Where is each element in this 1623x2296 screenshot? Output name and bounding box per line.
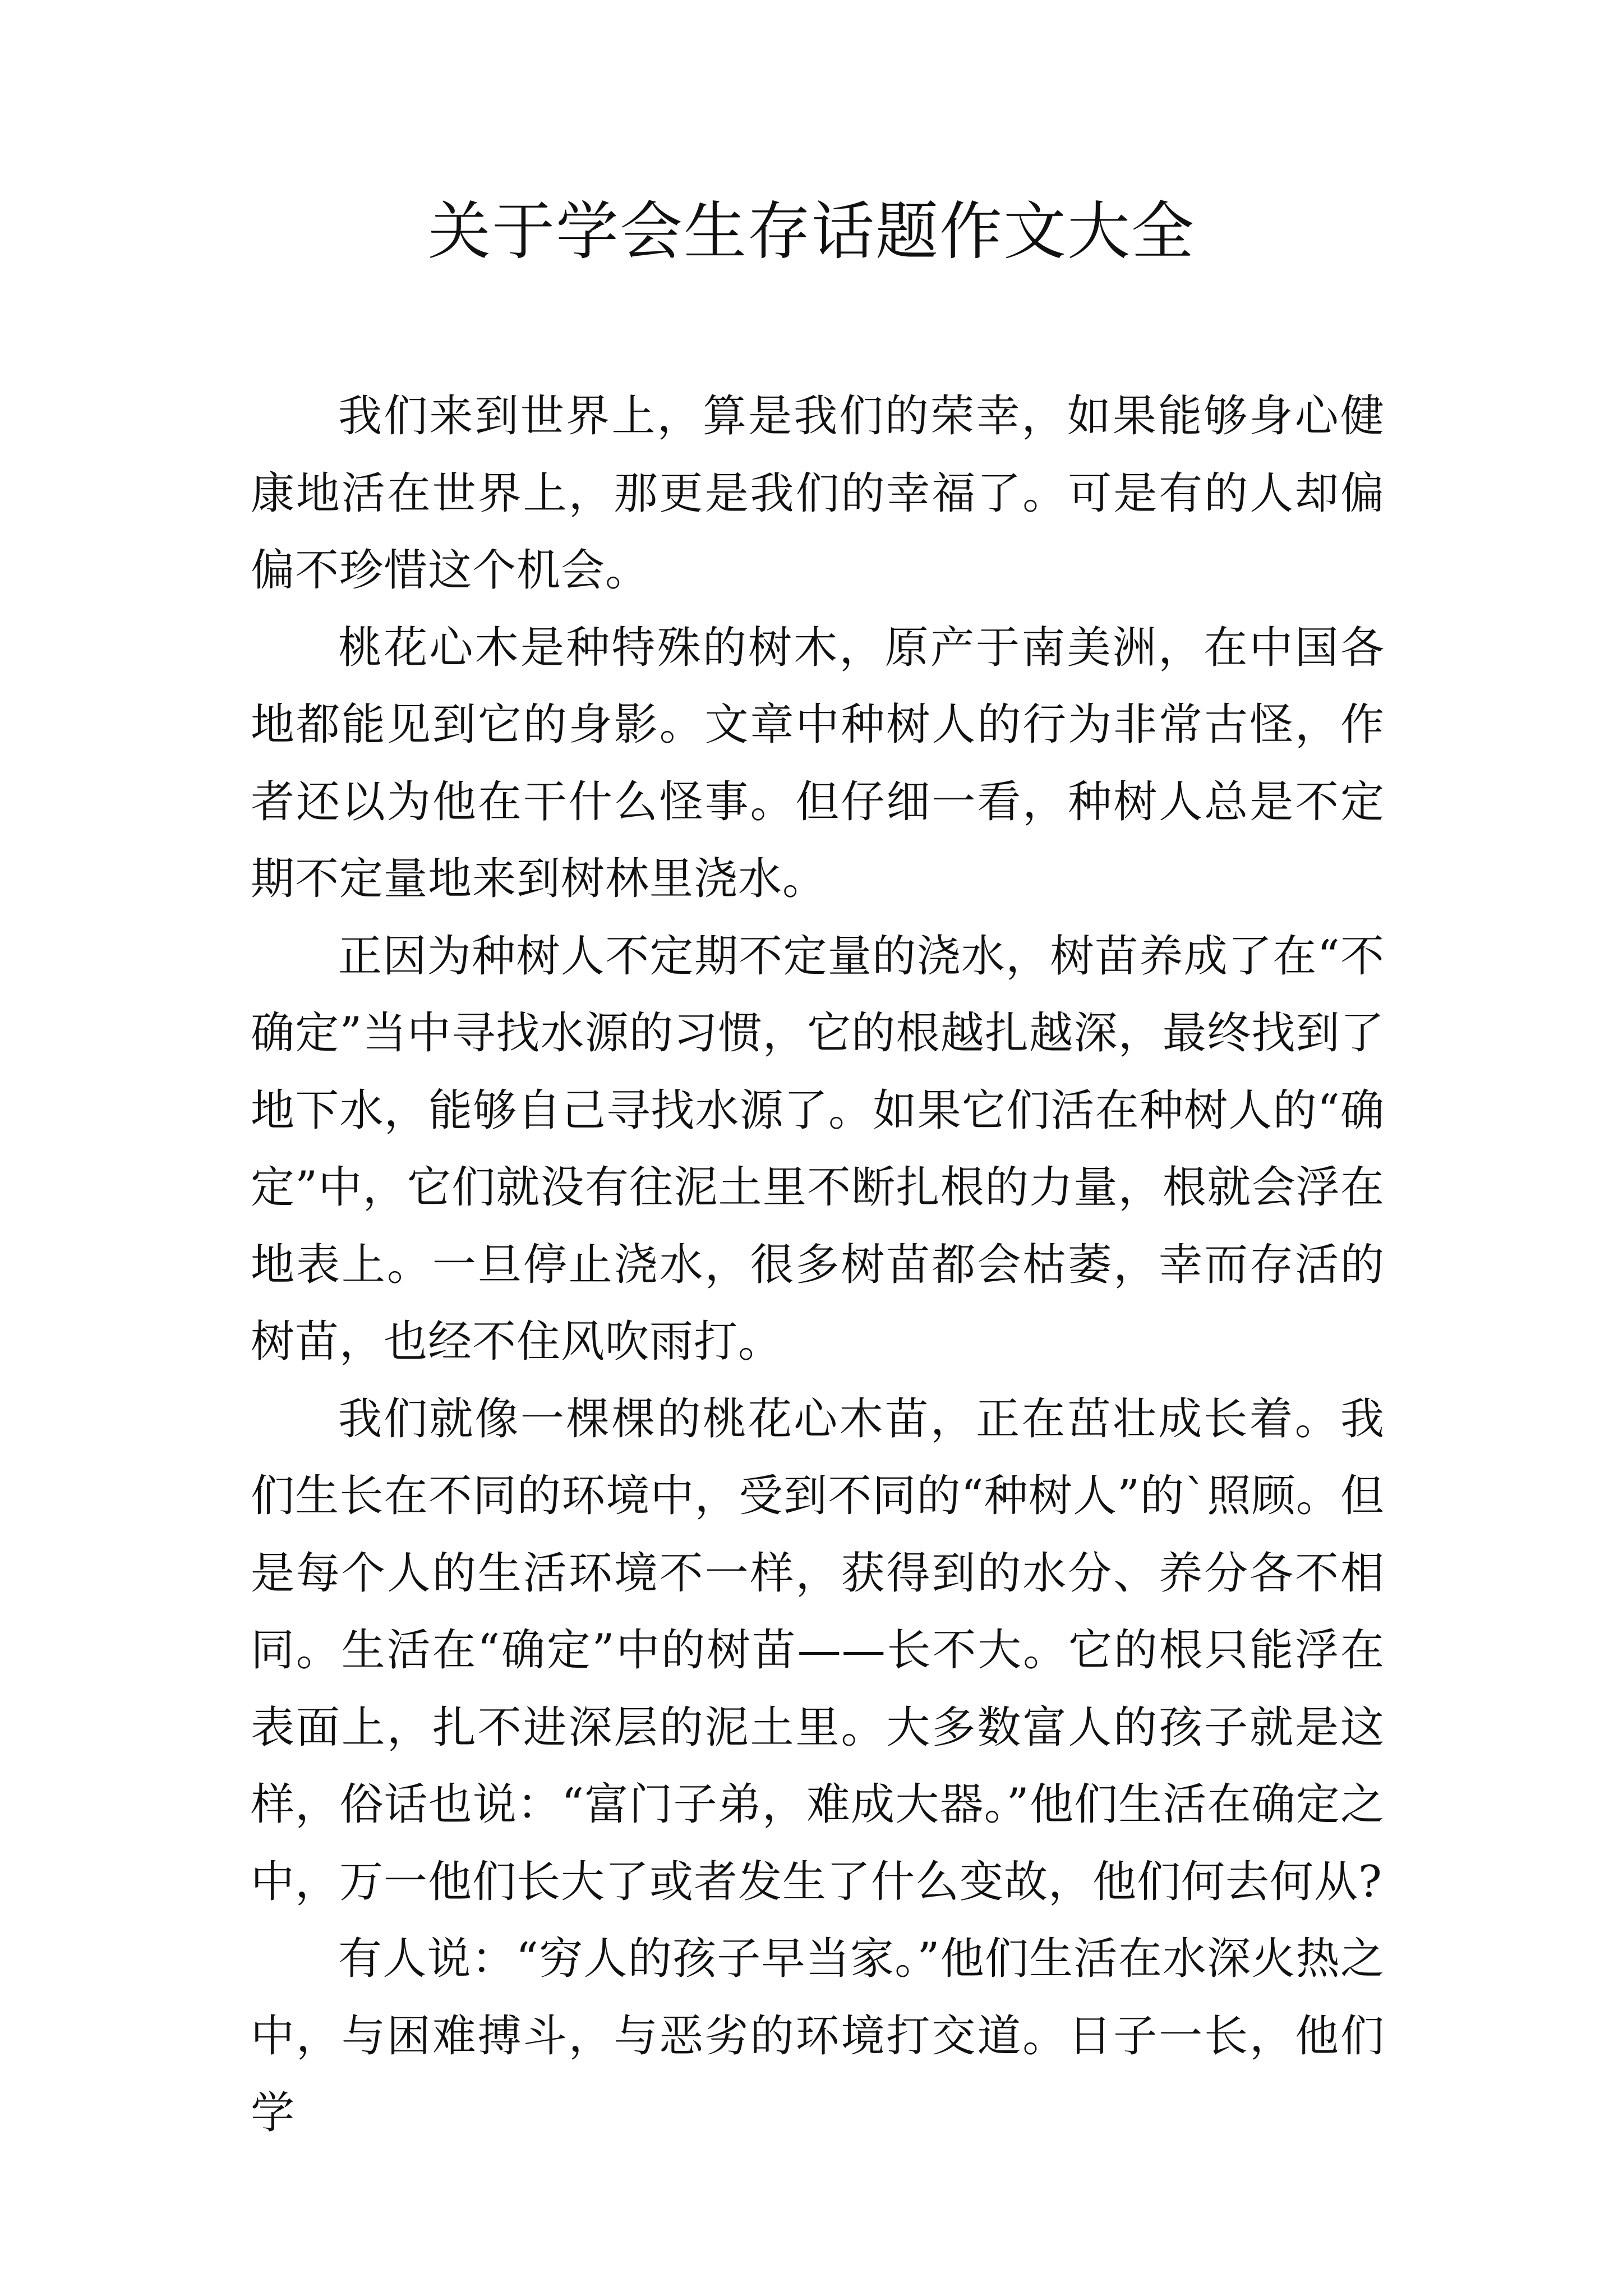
- paragraph: 正因为种树人不定期不定量的浇水，树苗养成了在“不确定”当中寻找水源的习惯，它的根越扎越深，最终找到了地下水，能够自己寻找水源了。如果它们活在种树人的“确定”中，它们就没有往泥土里不断扎根的力量，根就会浮在地表上。一旦停止浇水，很多树苗都会枯萎，幸而存活的树苗，也经不住风吹雨打。: [251, 931, 1385, 1367]
- document-title: 关于学会生存话题作文大全: [428, 195, 1195, 268]
- paragraph: 有人说：“穷人的孩子早当家。”他们生活在水深火热之中，与困难搏斗，与恶劣的环境打交道。日子一长，他们学: [251, 1934, 1385, 2138]
- document-body: [251, 378, 1385, 2152]
- paragraph: 桃花心木是种特殊的树木，原产于南美洲，在中国各地都能见到它的身影。文章中种树人的行为非常古怪，作者还以为他在干什么怪事。但仔细一看，种树人总是不定期不定量地来到树林里浇水。: [251, 622, 1385, 904]
- paragraph: 我们就像一棵棵的桃花心木苗，正在茁壮成长着。我们生长在不同的环境中，受到不同的“种树人”的`照顾。但是每个人的生活环境不一样，获得到的水分、养分各不相同。生活在“确定”中的树苗——长不大。它的根只能浮在表面上，扎不进深层的泥土里。大多数富人的孩子就是这样，俗话也说：“富门子弟，难成大器。”他们生活在确定之中，万一他们长大了或者发生了什么变故，他们何去何从?: [251, 1393, 1385, 1907]
- paragraph: 我们来到世界上，算是我们的荣幸，如果能够身心健康地活在世界上，那更是我们的幸福了。可是有的人却偏偏不珍惜这个机会。: [251, 391, 1385, 596]
